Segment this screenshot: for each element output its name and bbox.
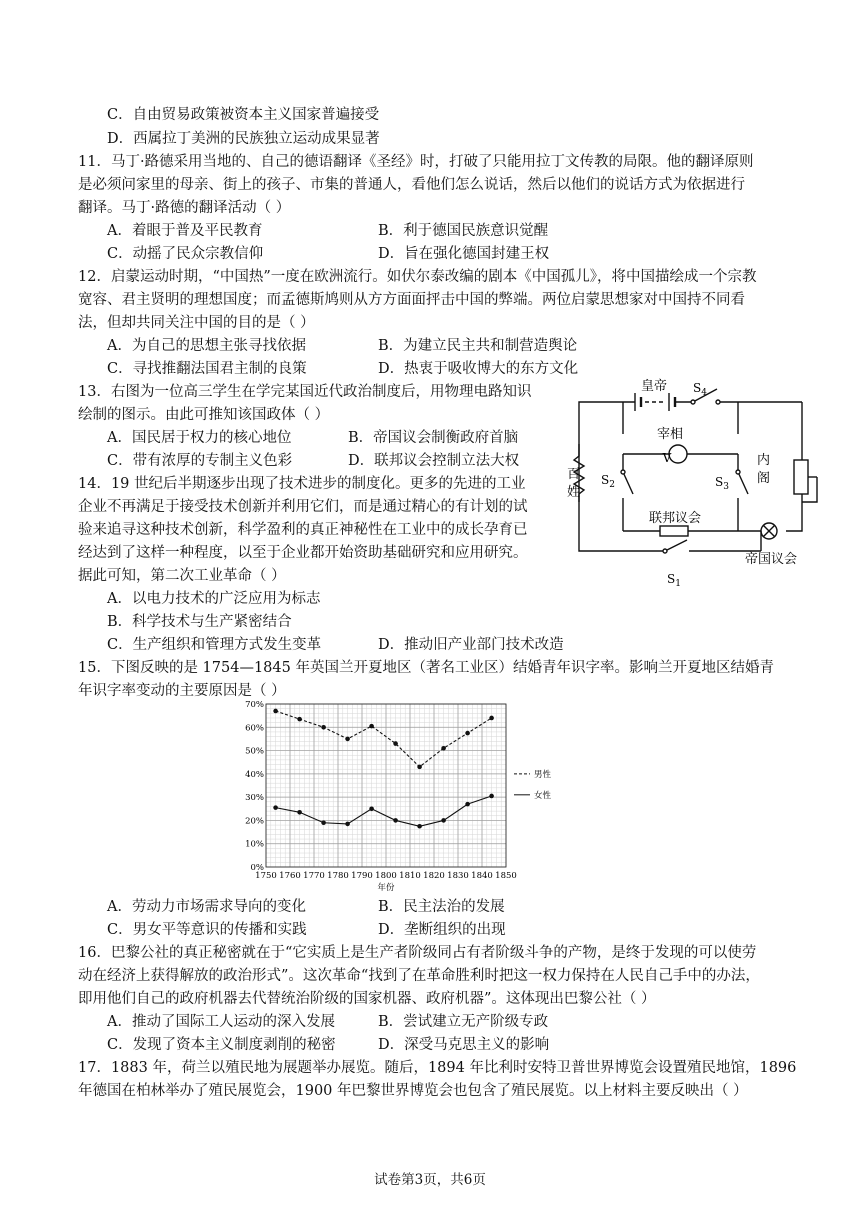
data-point-male [297, 717, 302, 722]
circuit-label-chancellor: 宰相 [657, 427, 684, 442]
q13-option-a: A．国民居于权力的核心地位 [107, 430, 292, 446]
q14-option-b: B．科学技术与生产紧密结合 [107, 614, 292, 630]
q14-stem-line-2: 企业不再满足于接受技术创新并利用它们，而是通过精心的有计划的试 [78, 499, 528, 515]
series-line-male [276, 711, 492, 767]
data-point-male [441, 746, 446, 751]
x-tick-label: 1750 [255, 871, 277, 881]
data-point-male [489, 716, 494, 721]
page-footer: 试卷第3页，共6页 [374, 1172, 486, 1188]
q16-option-d: D．深受马克思主义的影响 [378, 1037, 550, 1053]
q10-option-c: C．自由贸易政策被资本主义国家普遍接受 [107, 107, 380, 123]
q11-stem-line-2: 是必须问家里的母亲、街上的孩子、市集的普通人，看他们怎么说话，然后以他们的说话方式为依据进行 [78, 177, 745, 193]
q14-stem-line-5: 据此可知，第二次工业革命（ ） [78, 568, 286, 584]
q12-stem-line-3: 法，但却共同关注中国的目的是（ ） [78, 315, 315, 331]
circuit-label-people-1: 百 [567, 467, 581, 482]
q16-option-c: C．发现了资本主义制度剥削的秘密 [107, 1037, 336, 1053]
q14-stem-line-1: 14．19 世纪后半期逐步出现了技术进步的制度化。更多的先进的工业 [78, 476, 526, 492]
q17-stem-line-2: 年德国在柏林举办了殖民展览会，1900 年巴黎世界博览会也包含了殖民展览。以上材料主要反映出（ ） [78, 1083, 748, 1099]
data-point-male [345, 737, 350, 742]
data-point-male [369, 724, 374, 729]
q13-stem-line-1: 13．右图为一位高三学生在学完某国近代政治制度后，用物理电路知识 [78, 384, 532, 400]
circuit-label-emperor: 皇帝 [641, 379, 668, 394]
q12-stem-line-2: 宽容、君主贤明的理想国度；而孟德斯鸠则从方方面面抨击中国的弊端。两位启蒙思想家对中国持不同看 [78, 292, 745, 308]
data-point-female [465, 802, 470, 807]
data-point-female [321, 820, 326, 825]
q17-stem-line-1: 17．1883 年，荷兰以殖民地为展题举办展览。随后，1894 年比利时安特卫普世界博览会设置殖民地馆，1896 [78, 1060, 797, 1076]
data-point-female [489, 794, 494, 799]
x-tick-label: 1830 [447, 871, 469, 881]
x-tick-label: 1850 [495, 871, 517, 881]
data-point-female [297, 810, 302, 815]
x-tick-label: 1800 [375, 871, 397, 881]
q16-stem-line-1: 16．巴黎公社的真正秘密就在于“它实质上是生产者阶级同占有者阶级斗争的产物，是终于发现的可以使劳 [78, 945, 757, 961]
x-tick-label: 1820 [423, 871, 445, 881]
q10-option-d: D．西属拉丁美洲的民族独立运动成果显著 [107, 131, 380, 147]
y-tick-label: 20% [245, 816, 264, 827]
q11-option-c: C．动摇了民众宗教信仰 [107, 246, 264, 262]
q16-option-b: B．尝试建立无产阶级专政 [378, 1014, 549, 1030]
circuit-label-people-2: 姓 [567, 485, 581, 500]
q11-option-b: B．利于德国民族意识觉醒 [378, 223, 549, 239]
y-tick-label: 60% [245, 723, 264, 734]
q12-option-c: C．寻找推翻法国君主制的良策 [107, 361, 307, 377]
circuit-label-s1: $S_1$ [667, 572, 681, 589]
x-axis-label: 年份 [377, 883, 395, 892]
data-point-male [273, 709, 278, 714]
data-point-female [345, 822, 350, 827]
x-tick-label: 1770 [303, 871, 325, 881]
voltmeter-symbol: V [662, 451, 672, 465]
q16-option-a: A．推动了国际工人运动的深入发展 [107, 1014, 335, 1030]
circuit-label-reichstag: 帝国议会 [745, 552, 798, 567]
circuit-diagram [565, 378, 835, 593]
q14-option-d: D．推动旧产业部门技术改造 [378, 637, 564, 653]
data-point-male [417, 765, 422, 770]
q15-option-a: A．劳动力市场需求导向的变化 [107, 899, 306, 915]
data-point-female [441, 818, 446, 823]
q16-stem-line-3: 即用他们自己的政府机器去代替统治阶级的国家机器、政府机器”。这体现出巴黎公社（ ） [78, 991, 656, 1007]
circuit-label-s4: $S_4$ [693, 381, 707, 398]
q13-option-c: C．带有浓厚的专制主义色彩 [107, 453, 293, 469]
x-tick-label: 1760 [279, 871, 301, 881]
y-tick-label: 40% [245, 769, 264, 780]
data-point-female [393, 818, 398, 823]
q14-stem-line-4: 经达到了这样一种程度，以至于企业都开始资助基础研究和应用研究。 [78, 545, 528, 561]
q16-stem-line-2: 动在经济上获得解放的政治形式”。这次革命“找到了在革命胜利时把这一权力保持在人民自己手中的办法， [78, 968, 760, 984]
circuit-label-cabinet-2: 阁 [757, 471, 771, 486]
legend-label: 男性 [534, 769, 552, 780]
q12-option-a: A．为自己的思想主张寻找依据 [107, 338, 306, 354]
circuit-label-s2: $S_2$ [601, 473, 615, 490]
q11-stem-line-3: 翻译。马丁·路德的翻译活动（ ） [78, 200, 291, 216]
x-tick-label: 1810 [399, 871, 421, 881]
q11-option-a: A．着眼于普及平民教育 [107, 223, 263, 239]
legend-label: 女性 [534, 790, 552, 801]
data-point-female [417, 824, 422, 829]
y-tick-label: 10% [245, 839, 264, 850]
data-point-male [321, 725, 326, 730]
q14-option-a: A．以电力技术的广泛应用为标志 [107, 591, 321, 607]
q13-option-b: B．帝国议会制衡政府首脑 [348, 430, 519, 446]
q11-stem-line-1: 11．马丁·路德采用当地的、自己的德语翻译《圣经》时，打破了只能用拉丁文传教的局限。他的翻译原则 [78, 154, 754, 170]
q15-option-d: D．垄断组织的出现 [378, 922, 506, 938]
y-tick-label: 30% [245, 793, 264, 804]
q12-stem-line-1: 12．启蒙运动时期，“中国热”一度在欧洲流行。如伏尔泰改编的剧本《中国孤儿》，将中国描绘成一个宗教 [78, 269, 757, 285]
circuit-label-s3: $S_3$ [715, 475, 729, 492]
data-point-female [369, 806, 374, 811]
circuit-label-federal-council: 联邦议会 [649, 511, 702, 526]
q11-option-d: D．旨在强化德国封建王权 [378, 246, 550, 262]
x-tick-label: 1790 [351, 871, 373, 881]
literacy-line-chart [230, 697, 560, 892]
y-tick-label: 50% [245, 746, 264, 757]
q15-stem-line-1: 15．下图反映的是 1754—1845 年英国兰开夏地区（著名工业区）结婚青年识字率。影响兰开夏地区结婚青 [78, 660, 774, 676]
data-point-male [465, 731, 470, 736]
q15-option-b: B．民主法治的发展 [378, 899, 505, 915]
q14-option-c: C．生产组织和管理方式发生变革 [107, 637, 322, 653]
q12-option-b: B．为建立民主共和制营造舆论 [378, 338, 578, 354]
y-tick-label: 70% [245, 700, 264, 710]
q14-stem-line-3: 验来追寻这种技术创新，科学盈利的真正神秘性在工业中的成长孕育已 [78, 522, 528, 538]
y-tick-label: 0% [250, 863, 264, 873]
x-tick-label: 1780 [327, 871, 349, 881]
q13-stem-line-2: 绘制的图示。由此可推知该国政体（ ） [78, 407, 330, 423]
x-tick-label: 1840 [471, 871, 493, 881]
q13-option-d: D．联邦议会控制立法大权 [348, 453, 520, 469]
data-point-male [393, 741, 398, 746]
q15-option-c: C．男女平等意识的传播和实践 [107, 922, 307, 938]
q12-option-d: D．热衷于吸收博大的东方文化 [378, 361, 579, 377]
data-point-female [273, 805, 278, 810]
q15-stem-line-2: 年识字率变动的主要原因是（ ） [78, 683, 286, 699]
circuit-label-cabinet-1: 内 [757, 453, 771, 468]
